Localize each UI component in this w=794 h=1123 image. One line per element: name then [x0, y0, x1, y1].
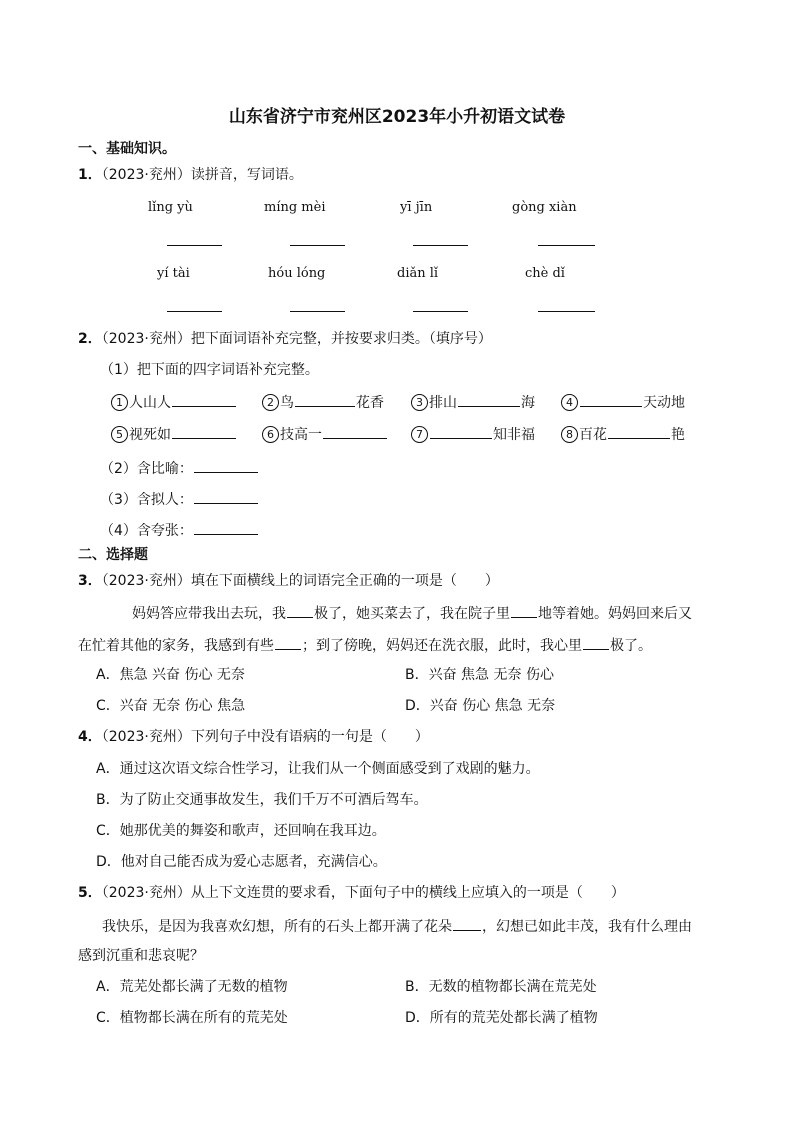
question-source: （2023·兖州）: [101, 167, 191, 183]
idiom-prefix: 人山人: [129, 395, 171, 411]
idiom-item-6: [262, 426, 388, 444]
answer-blank[interactable]: [194, 460, 258, 473]
passage-text: 在忙着其他的家务，我感到有些: [78, 638, 274, 654]
answer-blank[interactable]: [167, 311, 222, 312]
idiom-suffix: 知非福: [493, 427, 535, 443]
passage-line-1: [132, 605, 692, 621]
circled-number: 7: [411, 426, 428, 443]
question-2: [78, 332, 492, 346]
circled-number: 5: [111, 426, 128, 443]
idiom-prefix: 鸟: [280, 395, 294, 411]
passage-text: ；到了傍晚，妈妈还在洗衣服，此时，我心里: [302, 638, 582, 654]
answer-blank[interactable]: [413, 245, 468, 246]
answer-blank[interactable]: [295, 394, 355, 407]
question-number: 1．: [78, 167, 102, 183]
answer-blank[interactable]: [511, 605, 537, 618]
question-prompt: 读拼音，写词语。: [190, 167, 303, 183]
pinyin-8: chè dǐ: [525, 266, 565, 281]
question-number: 2．: [78, 331, 102, 347]
option-b[interactable]: B．为了防止交通事故发生，我们千万不可酒后驾车。: [96, 792, 428, 808]
page-title: 山东省济宁市兖州区2023年小升初语文试卷: [228, 107, 566, 127]
idiom-suffix: 天动地: [643, 395, 685, 411]
circled-number: 1: [111, 394, 128, 411]
passage-text: 地等着她。妈妈回来后又: [538, 606, 692, 622]
idiom-suffix: 花香: [356, 395, 384, 411]
idiom-item-8: [561, 426, 685, 444]
answer-blank[interactable]: [583, 637, 609, 650]
answer-blank[interactable]: [275, 637, 301, 650]
question-prompt: 把下面词语补充完整，并按要求归类。（填序号）: [190, 331, 492, 347]
question-number: 3．: [78, 573, 102, 589]
answer-blank[interactable]: [608, 426, 670, 439]
option-a[interactable]: A．荒芜处都长满了无数的植物: [96, 979, 288, 995]
idiom-prefix: 排山: [429, 395, 457, 411]
passage-line-2: 感到沉重和悲哀呢？: [78, 948, 204, 964]
idiom-suffix: 海: [521, 395, 535, 411]
option-c[interactable]: C．她那优美的舞姿和歌声，还回响在我耳边。: [96, 823, 386, 839]
pinyin-2: míng mèi: [264, 200, 326, 215]
idiom-prefix: 百花: [579, 427, 607, 443]
subquestion-label: （2）含比喻：: [100, 461, 193, 477]
answer-blank[interactable]: [290, 311, 345, 312]
section-heading-basic: 一、基础知识。: [78, 141, 176, 157]
answer-blank[interactable]: [453, 918, 481, 931]
answer-blank[interactable]: [167, 245, 222, 246]
answer-blank[interactable]: [172, 426, 236, 439]
subquestion-label: （4）含夸张：: [100, 523, 193, 539]
circled-number: 2: [262, 394, 279, 411]
answer-blank[interactable]: [538, 311, 595, 312]
subquestion-4: [100, 522, 259, 538]
answer-blank[interactable]: [430, 426, 492, 439]
answer-blank[interactable]: [323, 426, 387, 439]
answer-blank[interactable]: [194, 522, 258, 535]
idiom-item-5: [111, 426, 237, 444]
option-d[interactable]: D．他对自己能否成为爱心志愿者，充满信心。: [96, 854, 387, 870]
option-b[interactable]: B．无数的植物都长满在荒芜处: [405, 979, 597, 995]
passage-line-2: [78, 637, 652, 653]
answer-blank[interactable]: [290, 245, 345, 246]
answer-blank[interactable]: [580, 394, 642, 407]
circled-number: 3: [411, 394, 428, 411]
question-number: 4．: [78, 729, 102, 745]
section-heading-choice: 二、选择题: [78, 547, 148, 563]
question-4: [78, 730, 429, 744]
answer-blank[interactable]: [287, 605, 313, 618]
option-b[interactable]: B．兴奋 焦急 无奈 伤心: [405, 667, 554, 683]
option-a[interactable]: A．通过这次语文综合性学习，让我们从一个侧面感受到了戏剧的魅力。: [96, 761, 540, 777]
circled-number: 4: [561, 394, 578, 411]
question-source: （2023·兖州）: [101, 729, 191, 745]
question-1: [78, 168, 303, 182]
idiom-item-2: [262, 394, 384, 412]
question-prompt: 下列句子中没有语病的一句是（ ）: [190, 729, 429, 745]
answer-blank[interactable]: [458, 394, 520, 407]
circled-number: 8: [561, 426, 578, 443]
subquestion-2: [100, 460, 259, 476]
passage-line-1: [102, 918, 692, 934]
option-d[interactable]: D．兴奋 伤心 焦急 无奈: [405, 698, 556, 714]
option-c[interactable]: C．植物都长满在所有的荒芜处: [96, 1010, 288, 1026]
passage-text: 极了。: [610, 638, 652, 654]
passage-text: 妈妈答应带我出去玩，我: [132, 606, 286, 622]
passage-text: 我快乐，是因为我喜欢幻想，所有的石头上都开满了花朵: [102, 919, 452, 935]
circled-number: 6: [262, 426, 279, 443]
idiom-item-7: [411, 426, 535, 444]
idiom-suffix: 艳: [671, 427, 685, 443]
question-source: （2023·兖州）: [101, 885, 191, 901]
idiom-prefix: 视死如: [129, 427, 171, 443]
answer-blank[interactable]: [194, 491, 258, 504]
question-prompt: 从上下文连贯的要求看，下面句子中的横线上应填入的一项是（ ）: [190, 885, 625, 901]
passage-text: ，幻想已如此丰茂，我有什么理由: [482, 919, 692, 935]
idiom-item-3: [411, 394, 535, 412]
question-source: （2023·兖州）: [101, 573, 191, 589]
option-a[interactable]: A．焦急 兴奋 伤心 无奈: [96, 667, 245, 683]
question-5: [78, 886, 625, 900]
idiom-item-4: [561, 394, 685, 412]
answer-blank[interactable]: [538, 245, 595, 246]
question-3: [78, 574, 499, 588]
answer-blank[interactable]: [172, 394, 236, 407]
subquestion-3: [100, 491, 259, 507]
pinyin-7: diǎn lǐ: [397, 266, 439, 281]
idiom-prefix: 技高一: [280, 427, 322, 443]
option-d[interactable]: D．所有的荒芜处都长满了植物: [405, 1010, 598, 1026]
subquestion-1: （1）把下面的四字词语补充完整。: [100, 362, 319, 378]
pinyin-1: lǐng yù: [148, 200, 193, 215]
pinyin-3: yī jīn: [400, 200, 433, 215]
idiom-item-1: [111, 394, 237, 412]
passage-text: 极了，她买菜去了，我在院子里: [314, 606, 510, 622]
subquestion-label: （3）含拟人：: [100, 492, 193, 508]
pinyin-4: gòng xiàn: [512, 200, 577, 215]
question-number: 5．: [78, 885, 102, 901]
answer-blank[interactable]: [413, 311, 468, 312]
pinyin-5: yí tài: [157, 266, 190, 281]
question-prompt: 填在下面横线上的词语完全正确的一项是（ ）: [190, 573, 499, 589]
pinyin-6: hóu lóng: [268, 266, 326, 281]
question-source: （2023·兖州）: [101, 331, 191, 347]
option-c[interactable]: C．兴奋 无奈 伤心 焦急: [96, 698, 246, 714]
